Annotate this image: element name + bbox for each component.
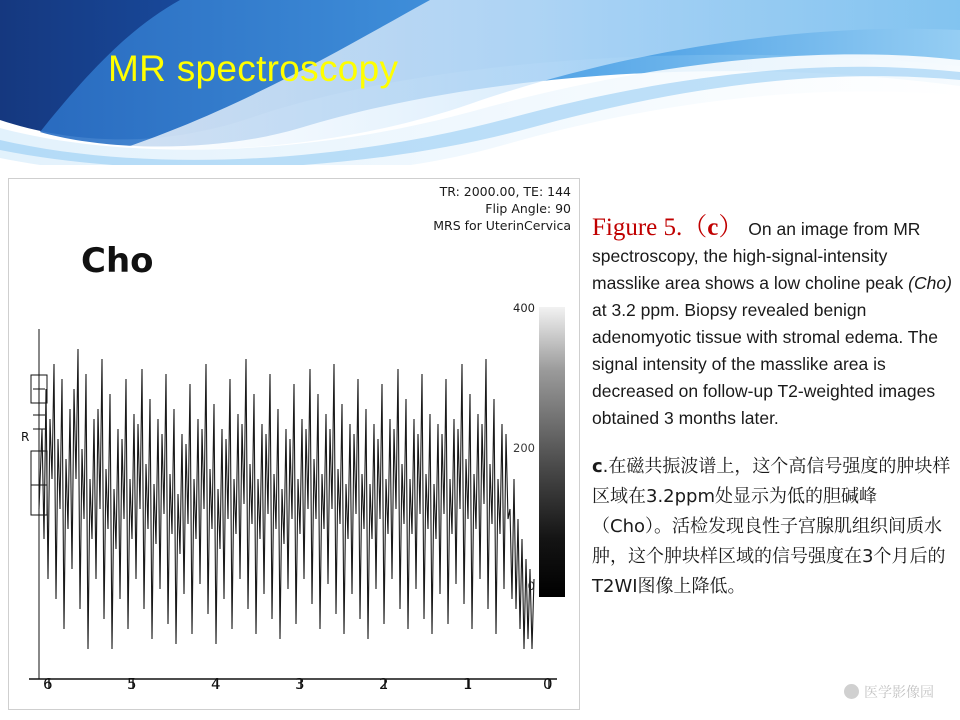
colorbar-tick-0: 0 bbox=[527, 579, 535, 593]
caption-paren-open: （ bbox=[682, 214, 708, 241]
intensity-colorbar bbox=[539, 307, 565, 597]
x-tick-1: 1 bbox=[463, 675, 473, 693]
slide-content bbox=[0, 178, 960, 720]
scan-param-tr-te: TR: 2000.00, TE: 144 bbox=[439, 184, 571, 199]
colorbar-tick-400: 400 bbox=[513, 301, 535, 315]
slide-header-banner bbox=[0, 0, 960, 165]
x-tick-2: 2 bbox=[379, 675, 389, 693]
caption-english-part2: at 3.2 ppm. Biopsy revealed benign adenomyotic tissue with stromal edema. The signal intensity of the masslike area is decreased on follow-up T2-weighted images obtained 3 months later. bbox=[592, 300, 938, 428]
x-tick-3: 3 bbox=[295, 675, 305, 693]
caption-cho-italic: (Cho) bbox=[908, 273, 952, 293]
scan-param-flip-angle: Flip Angle: 90 bbox=[485, 201, 571, 216]
figure-caption bbox=[592, 214, 952, 602]
x-tick-5: 5 bbox=[127, 675, 137, 693]
caption-figure-number: Figure 5. bbox=[592, 214, 683, 241]
page-title: MR spectroscopy bbox=[108, 48, 399, 89]
caption-english bbox=[592, 214, 952, 432]
x-tick-0: 0 bbox=[543, 675, 553, 693]
watermark-text: 医学影像园 bbox=[864, 685, 934, 701]
caption-chinese-text: .在磁共振波谱上，这个高信号强度的肿块样区域在3.2ppm处显示为低的胆碱峰（Cho）。活检发现良性子宫腺肌组织间质水肿，这个肿块样区域的信号强度在3个月后的T2WI图像上降低。 bbox=[592, 456, 951, 597]
mrs-figure-panel bbox=[8, 178, 580, 710]
x-tick-4: 4 bbox=[211, 675, 221, 693]
x-tick-6: 6 bbox=[43, 675, 53, 693]
cho-peak-label: Cho bbox=[81, 241, 154, 281]
caption-chinese bbox=[592, 452, 952, 602]
watermark-logo-icon bbox=[844, 684, 859, 699]
scan-param-protocol: MRS for UterinCervica bbox=[433, 218, 571, 233]
svg-text:R: R bbox=[21, 430, 30, 444]
scan-parameters bbox=[433, 183, 571, 234]
watermark bbox=[844, 682, 934, 702]
caption-panel-letter: c bbox=[707, 214, 719, 241]
colorbar-tick-200: 200 bbox=[513, 441, 535, 455]
caption-english-part1: On an image from MR spectroscopy, the high-signal-intensity masslike area shows a low choline peak bbox=[592, 219, 921, 293]
spectrum-x-axis bbox=[9, 675, 579, 703]
caption-paren-close: ） bbox=[718, 214, 744, 241]
caption-chinese-marker: c bbox=[592, 456, 603, 477]
